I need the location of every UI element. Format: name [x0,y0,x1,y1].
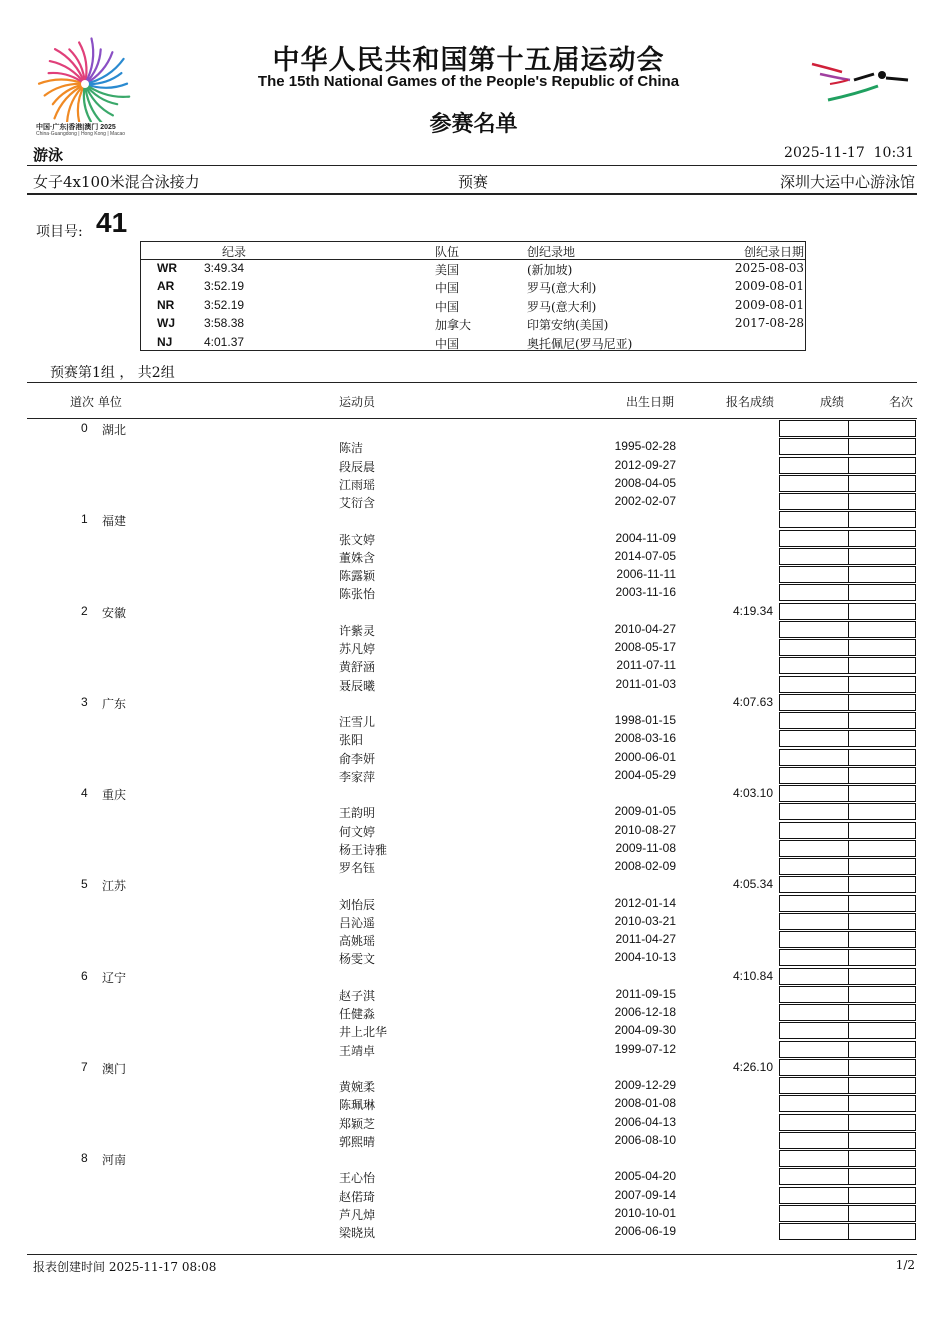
record-place: 罗马(意大利) [527,299,597,314]
result-rank-cells [779,1150,916,1167]
result-rank-cells [779,1095,916,1112]
lane-number: 2 [81,603,88,618]
athlete-birth-date: 2008-04-05 [614,475,676,490]
result-rank-cells [779,749,916,766]
athlete-name: 江雨瑶 [339,477,376,492]
record-team: 中国 [435,299,460,314]
result-rank-cells [779,1205,916,1222]
athlete-name: 陈张怡 [339,587,376,602]
games-title-en: The 15th National Games of the People's Republic of China [257,73,680,90]
athlete-name: 杨雯文 [339,952,376,967]
result-rank-cells [779,420,916,437]
team-unit: 辽宁 [102,970,127,985]
athlete-birth-date: 2010-03-21 [614,913,676,928]
athlete-birth-date: 2005-04-20 [614,1169,676,1184]
athlete-name: 许紫灵 [339,623,376,638]
athlete-name: 王韵明 [339,806,376,821]
record-team: 中国 [435,336,460,351]
athlete-birth-date: 2010-04-27 [614,621,676,636]
record-time: 3:58.38 [204,316,245,331]
athlete-name: 陈露颖 [339,569,376,583]
athlete-birth-date: 2004-09-30 [614,1023,676,1038]
athlete-name: 陈洁 [339,441,364,456]
result-rank-cells [779,858,916,875]
result-rank-cells [779,712,916,729]
result-rank-cells [779,530,916,547]
athlete-name: 段辰晨 [339,459,376,474]
athlete-birth-date: 2003-11-16 [615,585,676,600]
record-time: 3:49.34 [204,261,245,275]
record-time: 3:52.19 [204,297,245,312]
result-rank-cells [779,840,916,857]
result-rank-cells [779,566,916,583]
athlete-name: 郭熙晴 [339,1134,376,1149]
record-code: WR [157,261,177,275]
col-header-athlete: 运动员 [339,395,376,409]
result-rank-cells [779,1004,916,1021]
result-rank-cells [779,931,916,948]
result-rank-cells [779,1168,916,1185]
entry-time: 4:05.34 [732,877,773,892]
record-team: 美国 [435,263,460,277]
entry-time: 4:10.84 [732,968,773,983]
records-header-date: 创纪录日期 [743,245,804,259]
record-date: 2017-08-28 [734,316,804,331]
swimming-pictogram-icon [808,58,912,108]
lane-number: 1 [81,512,88,527]
result-rank-cells [779,1223,916,1240]
athlete-birth-date: 2011-04-27 [615,932,676,946]
record-team: 加拿大 [435,318,472,333]
header-divider-top [27,165,917,166]
athlete-birth-date: 2009-11-08 [615,840,676,855]
athlete-name: 罗名钰 [339,861,376,875]
col-header-rank: 名次 [889,395,914,409]
athlete-name: 何文婷 [339,824,376,839]
athlete-name: 张阳 [339,733,364,748]
athlete-birth-date: 2004-11-09 [615,530,676,545]
athlete-birth-date: 2010-08-27 [614,822,676,837]
athlete-name: 董姝含 [339,550,376,565]
result-rank-cells [779,457,916,474]
result-rank-cells [779,803,916,820]
athlete-name: 俞李妍 [339,751,376,766]
athlete-name: 聂辰曦 [339,678,376,693]
athlete-name: 杨王诗雅 [339,842,388,857]
athlete-name: 芦凡焯 [339,1207,376,1222]
record-place: (新加坡) [527,263,573,277]
event-name: 女子4x100米混合泳接力 [33,173,200,191]
athlete-birth-date: 2008-01-08 [614,1096,676,1111]
result-rank-cells [779,1114,916,1131]
result-rank-cells [779,949,916,966]
result-rank-cells [779,511,916,528]
report-created-time: 报表创建时间 2025-11-17 08:08 [33,1260,217,1274]
heat-header-top-line [27,382,917,383]
lane-number: 4 [81,786,88,800]
athlete-name: 王心怡 [339,1171,376,1186]
athlete-name: 刘怡辰 [339,897,376,912]
logo-text-en: China·Guangdong | Hong Kong | Macao [36,131,126,137]
record-place: 印第安纳(美国) [527,318,609,333]
footer-divider [27,1254,917,1255]
result-rank-cells [779,968,916,985]
athlete-name: 赵子淇 [339,988,376,1003]
event-number: 41 [96,207,128,238]
header-divider-bottom [27,193,917,195]
result-rank-cells [779,822,916,839]
athlete-birth-date: 2008-02-09 [614,859,676,873]
athlete-name: 任健淼 [339,1007,376,1021]
result-rank-cells [779,1187,916,1204]
record-code: NR [157,297,175,312]
record-place: 罗马(意大利) [527,281,597,296]
report-datetime: 2025-11-17 10:31 [784,145,914,161]
athlete-birth-date: 2004-10-13 [614,950,676,965]
athlete-name: 赵偌琦 [339,1189,376,1204]
athlete-birth-date: 2014-07-05 [614,548,676,563]
result-rank-cells [779,1022,916,1039]
result-rank-cells [779,438,916,455]
athlete-name: 苏凡婷 [339,642,376,656]
athlete-name: 陈珮琳 [339,1098,376,1113]
record-date: 2009-08-01 [734,297,804,312]
team-unit: 江苏 [102,879,127,894]
records-header-place: 创纪录地 [527,245,576,259]
result-rank-cells [779,730,916,747]
team-unit: 重庆 [102,788,127,802]
athlete-name: 黄婉柔 [339,1080,376,1094]
athlete-birth-date: 2011-01-03 [615,676,676,691]
col-header-lane-unit: 道次 单位 [70,395,122,409]
record-code: NJ [157,334,173,349]
athlete-name: 井上北华 [339,1025,388,1040]
result-rank-cells [779,986,916,1003]
lane-number: 8 [81,1151,88,1165]
heat-title: 预赛第1组 ， 共2组 [50,365,175,381]
result-rank-cells [779,475,916,492]
event-number-label: 项目号: [36,224,83,240]
logo-text-cn: 中国·广东|香港|澳门 2025 [36,124,116,131]
result-rank-cells [779,676,916,693]
athlete-birth-date: 2007-09-14 [614,1187,676,1202]
athlete-birth-date: 2006-08-10 [614,1132,676,1147]
record-code: AR [157,279,175,294]
team-unit: 安徽 [102,605,127,620]
athlete-birth-date: 2006-04-13 [614,1114,676,1129]
col-header-entry: 报名成绩 [726,395,775,409]
athlete-birth-date: 2008-03-16 [614,731,676,746]
record-time: 4:01.37 [204,334,245,349]
athlete-name: 汪雪儿 [339,715,376,729]
entry-time: 4:26.10 [732,1059,773,1074]
result-rank-cells [779,621,916,638]
athlete-birth-date: 2010-10-01 [614,1205,676,1220]
team-unit: 澳门 [102,1061,127,1076]
result-rank-cells [779,603,916,620]
record-team: 中国 [435,281,460,296]
record-date: 2025-08-03 [734,261,804,275]
team-unit: 湖北 [102,423,127,437]
athlete-name: 吕沁遥 [339,915,376,930]
result-rank-cells [779,913,916,930]
result-rank-cells [779,876,916,893]
lane-number: 5 [81,877,88,892]
result-rank-cells [779,657,916,674]
athlete-name: 黄舒涵 [339,660,376,675]
athlete-birth-date: 2012-01-14 [614,895,676,910]
result-rank-cells [779,694,916,711]
team-unit: 广东 [102,696,127,711]
athlete-birth-date: 2011-07-11 [616,658,676,673]
records-header-record: 纪录 [222,245,247,259]
athlete-birth-date: 2009-01-05 [614,804,676,819]
entry-time: 4:19.34 [732,603,773,618]
athlete-birth-date: 2002-02-07 [614,494,676,508]
venue-name: 深圳大运中心游泳馆 [779,173,915,191]
event-phase: 预赛 [458,173,489,191]
athlete-birth-date: 2000-06-01 [614,749,676,764]
col-header-birth: 出生日期 [626,395,675,409]
team-unit: 福建 [102,514,127,529]
heat-header-bottom-line [27,418,917,419]
athlete-birth-date: 2006-12-18 [614,1005,676,1019]
result-rank-cells [779,639,916,656]
entry-time: 4:03.10 [732,786,773,800]
athlete-birth-date: 2004-05-29 [614,767,676,782]
athlete-birth-date: 1998-01-15 [614,713,676,727]
result-rank-cells [779,785,916,802]
athlete-name: 郑颖芝 [339,1116,376,1131]
page-subtitle: 参赛名单 [429,111,518,137]
result-rank-cells [779,895,916,912]
record-time: 3:52.19 [204,279,245,294]
athlete-name: 高姚瑶 [339,934,376,948]
result-rank-cells [779,584,916,601]
col-header-result: 成绩 [820,395,845,409]
result-rank-cells [779,1132,916,1149]
result-rank-cells [779,1077,916,1094]
sport-name: 游泳 [33,146,64,164]
athlete-name: 李家萍 [339,769,376,784]
record-date: 2009-08-01 [734,279,804,294]
lane-number: 3 [81,694,88,709]
athlete-birth-date: 2006-06-19 [614,1224,676,1238]
athlete-birth-date: 2006-11-11 [616,567,676,581]
result-rank-cells [779,767,916,784]
lane-number: 6 [81,968,88,983]
record-place: 奥托佩尼(罗马尼亚) [527,336,633,351]
athlete-birth-date: 1995-02-28 [614,439,676,454]
team-unit: 河南 [102,1153,127,1167]
result-rank-cells [779,1059,916,1076]
athlete-birth-date: 2012-09-27 [614,457,676,472]
athlete-name: 张文婷 [339,532,376,547]
athlete-birth-date: 2011-09-15 [615,986,676,1001]
athlete-name: 梁晓岚 [339,1226,376,1240]
entry-time: 4:07.63 [732,694,773,709]
lane-number: 0 [81,421,88,435]
athlete-birth-date: 1999-07-12 [614,1041,676,1056]
athlete-name: 王靖卓 [339,1043,376,1058]
athlete-birth-date: 2009-12-29 [614,1078,676,1092]
result-rank-cells [779,1041,916,1058]
record-code: WJ [157,316,175,331]
records-header-team: 队伍 [435,245,460,259]
athlete-name: 艾衍含 [339,496,376,510]
lane-number: 7 [81,1059,88,1074]
result-rank-cells [779,548,916,565]
page-number: 1/2 [895,1258,915,1272]
result-rank-cells [779,493,916,510]
games-title-cn: 中华人民共和国第十五届运动会 [272,45,665,75]
athlete-birth-date: 2008-05-17 [614,640,676,654]
